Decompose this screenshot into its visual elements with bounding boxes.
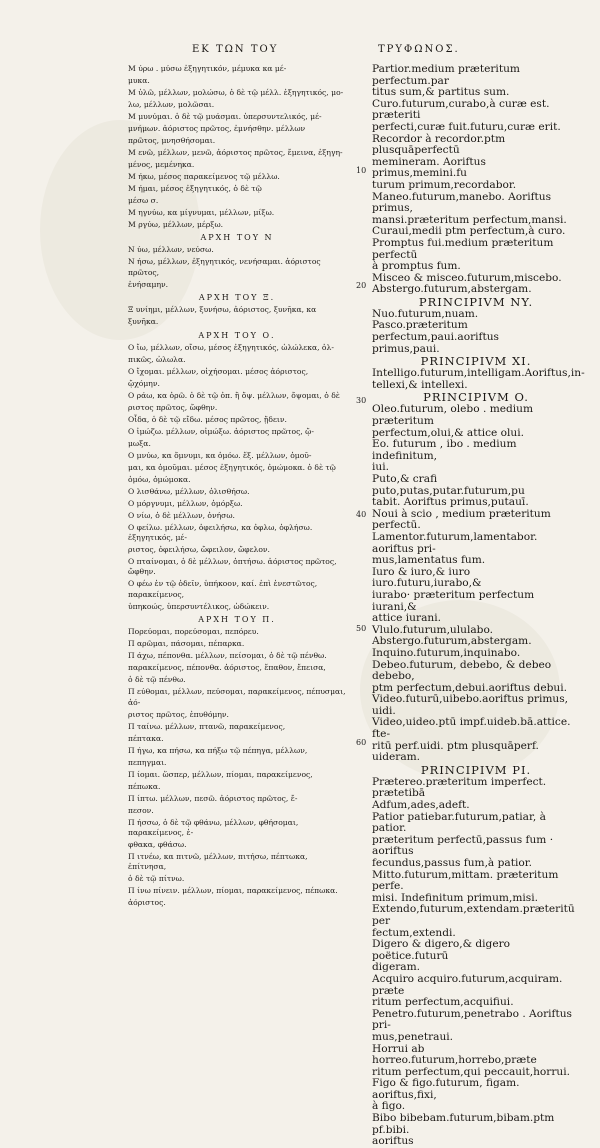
dictionary-entry: Π αρῶμαι, πάσομαι, πέπαρκα.: [128, 639, 245, 649]
entry-continuation: fecundus,passus fum,à patior.: [372, 857, 533, 869]
entry-continuation: ριστος πρῶτος, ὤφθην.: [128, 402, 218, 412]
dictionary-entry: Π άχω, πέπονθα. μέλλων, πείσομαι, ὁ δὲ τῷ πένθω.: [128, 651, 327, 661]
dictionary-entry: Π ήγω, κα πήσω, κα πήξω τῷ πέπηγα, μέλλων,: [128, 745, 308, 755]
dictionary-entry: Lamentor.futurum,lamentabor. aoriftus pri-: [372, 530, 538, 555]
dictionary-entry: Mitto.futurum,mittam. præteritum perfe.: [372, 868, 559, 893]
entry-continuation: mus,lamentatus fum.: [372, 554, 486, 567]
entry-continuation: μυκα.: [128, 76, 150, 85]
entry-continuation: perfectum,olui,& attice olui.: [372, 426, 525, 439]
section-heading: PRINCIPIVM PI.: [420, 762, 532, 777]
dictionary-entry: Puto,& crafi puto,putas,putar.futurum,pu: [372, 473, 525, 497]
dictionary-entry: Patior patiebar.futurum,patiar, à patior.: [372, 810, 546, 835]
dictionary-entry: Ξ υνίημι, μέλλων, ξυνήσω, ἀόριστος, ξυνῆκα, κα: [128, 305, 317, 315]
dictionary-entry: Π ίνω πίνειν. μέλλων, πίομαι, παρακείμενος, πέπωκα.: [128, 886, 338, 896]
dictionary-entry: Recordor à recordor.ptm plusquāperfectū: [372, 132, 506, 157]
dictionary-entry: Μ ηγνύω, κα μίγνυμαι, μέλλων, μίξω.: [128, 208, 275, 217]
running-head-right: ΤΡΥΦΩΝΟΣ.: [378, 44, 460, 55]
dictionary-entry: Ο φείλω. μέλλων, ὀφειλήσω, κα ὀφλω, ὀφλήσω. ἐξηγητικός, μέ-: [128, 522, 313, 543]
dictionary-entry: Ο ἴχομαι. μέλλων, οἰχήσομαι. μέσος ἀόριστος,: [128, 366, 309, 376]
dictionary-entry: Π ιτνέω, κα πιτνῶ, μέλλων, πιτήσω, πέπτωκα, ἐπίτνησα,: [128, 852, 308, 872]
entry-continuation: tellexi,& intellexi.: [372, 378, 468, 391]
entry-continuation: mansi.præteritum perfectum,mansi.: [372, 213, 567, 226]
dictionary-entry: Digero & digero,& digero poëtice.futurū: [372, 938, 511, 962]
entry-continuation: ἐνήσαμην.: [128, 279, 169, 289]
entry-continuation: παρακείμενος, πέπονθα. ἀόριστος, ἔπαθον, ἔπεισα,: [128, 663, 326, 673]
entry-continuation: πικῶς, ὠλωλα.: [128, 354, 186, 364]
dictionary-entry: Acquiro acquiro.futurum,acquiram. præte: [372, 972, 563, 997]
dictionary-entry: Ν ήσω, μέλλων, ἐξηγητικός, νενήσαμαι. ἀόριστος πρῶτος,: [128, 257, 321, 277]
dictionary-entry: Π ταίνω. μέλλων, πτανῶ, παρακείμενος,: [128, 721, 286, 731]
dictionary-entry: Abstergo.futurum,abstergam.: [372, 635, 532, 648]
entry-continuation: digeram.: [372, 961, 421, 974]
dictionary-entry: Partior.medium præteritum perfectum.par: [372, 63, 520, 87]
dictionary-entry: Μ μυνύμαι. ὁ δὲ τῷ μυάσμαι. ὑπερσυντελικός, μέ-: [128, 112, 322, 121]
entry-continuation: à promptus fum.: [372, 260, 461, 273]
dictionary-entry: Misceo & misceo.futurum,miscebo.: [372, 271, 562, 284]
line-number-40: 40: [356, 510, 367, 519]
line-number-50: 50: [356, 624, 367, 633]
entry-continuation: ritū perf.uidi. ptm plusquāperf. uideram.: [372, 739, 539, 764]
dictionary-entry: Debeo.futurum, debebo, & debeo debebo,: [372, 658, 552, 683]
entry-continuation: præteritum perfectū,passus fum · aoriftus: [372, 833, 554, 858]
dictionary-entry: Μ ήκω, μέσος παρακείμενος τῷ μέλλω.: [128, 172, 280, 181]
dictionary-entry: Curo.futurum,curabo,à curæ est. præteriti: [372, 97, 550, 122]
dictionary-entry: Inquino.futurum,inquinabo.: [372, 646, 521, 659]
entry-continuation: mus,penetraui.: [372, 1030, 454, 1043]
entry-continuation: πέπτακα.: [128, 733, 164, 743]
dictionary-entry: Curaui,medii ptm perfectum,à curo.: [372, 225, 566, 238]
entry-continuation: πρῶτος, μνησθήσομαι.: [128, 136, 216, 145]
section-heading: PRINCIPIVM O.: [423, 390, 529, 405]
dictionary-entry: Iuro & iuro,& iuro iuro.futuru,iurabo,&: [372, 565, 482, 590]
dictionary-entry: Μ ενῶ, μέλλων, μενῶ, ἀόριστος πρῶτος, ἔμεινα, ἐξηγη-: [128, 148, 343, 157]
dictionary-entry: Ο μνύω, κα ὄμνυμι, κα ὀμόω. ἕξ. μέλλων, ὀμοῦ-: [128, 450, 312, 460]
entry-continuation: attice iurani.: [372, 612, 441, 625]
entry-continuation: ptm perfectum,debui.aoriftus debui.: [372, 681, 567, 694]
dictionary-entry: Μ ργύω, μέλλων, μέρξω.: [128, 220, 224, 229]
dictionary-entry: Ο ἰμώζω. μέλλων, οἰμώξω. ἀόριστος πρῶτος, ᾤ-: [128, 426, 314, 436]
entry-continuation: ἀόριστος.: [128, 898, 166, 908]
dictionary-entry: Μ ὑλῶ, μέλλων, μολώσω, ὁ δὲ τῷ μέλλ. ἐξηγητικός, μο-: [128, 88, 344, 97]
entry-continuation: ᾤχόμην.: [128, 378, 160, 388]
dictionary-entry: Μ ύρω . μύσω ἐξηγητικόν, μέμυκα κα μέ-: [128, 64, 287, 73]
entry-continuation: λω, μέλλων, μολῶσαι.: [128, 100, 215, 109]
entry-continuation: μνήμων. ἀόριστος πρῶτος, ἐμνήσθην. μέλλων: [128, 124, 306, 133]
entry-continuation: memineram. Aoriftus primus,memini.fu: [372, 155, 486, 180]
dictionary-entry: Μ ήμαι, μέσος ἐξηγητικός, ὁ δὲ τῷ: [128, 184, 262, 193]
dictionary-entry: Πορεύομαι, πορεύσομαι, πεπόρευ.: [128, 627, 259, 637]
entry-continuation: primus,paui.: [372, 342, 440, 355]
entry-continuation: φθακα, φθάσω.: [128, 840, 187, 850]
entry-continuation: iui.: [372, 461, 389, 474]
section-heading: ΑΡΧΗ ΤΟΥ Ν: [200, 233, 274, 243]
line-number-10: 10: [356, 166, 367, 175]
section-heading: PRINCIPIVM XI.: [420, 354, 532, 369]
line-number-60: 60: [356, 738, 367, 747]
entry-continuation: ritum perfectum,acquifiui.: [372, 996, 514, 1009]
dictionary-entry: Οἶδα, ὁ δὲ τῷ εἴδω. μέσος πρῶτος, ᾔδειν.: [128, 414, 287, 424]
dictionary-entry: Ο νίω, ὁ δὲ μέλλων, ὀνήσω.: [128, 510, 235, 520]
section-heading: ΑΡΧΗ ΤΟΥ Ξ.: [198, 293, 276, 303]
dictionary-entry: Π ήσσω, ὁ δὲ τῷ φθάνω, μέλλων, φθήσομαι, παρακείμενος, ἐ-: [128, 817, 299, 838]
dictionary-entry: Eo. futurum , ibo . medium indefinitum,: [372, 438, 517, 462]
line-number-30: 30: [356, 396, 367, 405]
running-head-left: ΕΚ ΤΩΝ ΤΟΥ: [192, 44, 279, 55]
entry-continuation: aoriftus: [372, 1135, 414, 1148]
entry-continuation: iurabo· præteritum perfectum iurani,&: [372, 588, 535, 613]
dictionary-entry: Penetro.futurum,penetrabo . Aoriftus pri-: [372, 1007, 572, 1032]
entry-continuation: μωξα.: [128, 438, 151, 448]
entry-continuation: perfecti,curæ fuit.futuru,curæ erit.: [372, 120, 561, 133]
dictionary-entry: Vlulo.futurum,ululabo.: [372, 623, 494, 636]
entry-continuation: Adfum,ades,adeft.: [372, 799, 470, 812]
entry-continuation: ὀμόω, ὀμώμοκα.: [128, 474, 191, 484]
entry-continuation: μένος, μεμένηκα.: [128, 160, 195, 169]
dictionary-entry: Extendo,futurum,extendam.præteritū per: [372, 903, 575, 927]
entry-continuation: ξυνῆκα.: [128, 317, 159, 327]
dictionary-entry: Video.futurū,uibebo.aoriftus primus, uidi.: [372, 693, 568, 717]
dictionary-entry: Promptus fui.medium præteritum perfectū: [372, 236, 554, 261]
dictionary-entry: Π εύθομαι, μέλλων, πεύσομαι, παρακείμενος, πέπυσμαι, ἀό-: [128, 687, 346, 707]
entry-continuation: ριστος, ὀφειλήσω, ὤφειλον, ὤφελον.: [128, 545, 270, 555]
entry-continuation: misi. Indefinitum primum,misi.: [372, 891, 538, 904]
dictionary-entry: Ν ύω, μέλλων, νεύσω.: [128, 245, 214, 255]
entry-continuation: ritum perfectum,qui peccauit,horrui.: [372, 1065, 571, 1078]
dictionary-entry: Π ίπτω. μέλλων, πεσῶ. ἀόριστος πρῶτος, ἔ-: [128, 793, 298, 803]
section-heading: ΑΡΧΗ ΤΟΥ Ο.: [198, 330, 276, 340]
dictionary-entry: Video,uideo.ptū impf.uideb.bā.attice. fte-: [372, 716, 571, 741]
dictionary-entry: Ο φέω ἐν τῷ ὁδεῖν, ὑπήκοον, καί. ἐπὶ ἐνεστῶτος, παρακείμενος,: [128, 579, 318, 599]
dictionary-entry: Maneo.futurum,manebo. Aoriftus primus,: [372, 190, 552, 215]
entry-continuation: fectum,extendi.: [372, 926, 456, 939]
entry-continuation: ὑπηκοώς, ὑπερσυντέλικος, ὠδώκειν.: [128, 601, 270, 611]
line-number-20: 20: [356, 281, 367, 290]
entry-continuation: titus sum,& partitus sum.: [372, 86, 510, 99]
dictionary-entry: Ο ράω, κα ὁρῶ. ὁ δὲ τῷ ὀπ. ἢ ὄψ. μέλλων, ὄψομαι, ὁ δὲ: [128, 390, 340, 400]
entry-continuation: tabit. Aoriftus primus,putauī.: [372, 496, 529, 509]
entry-continuation: πεπηγμαι.: [128, 757, 167, 767]
entry-continuation: ὁ δὲ τῷ πένθω.: [128, 675, 186, 685]
dictionary-entry: Prætereo.præteritum imperfect. prætetibā: [372, 775, 547, 800]
dictionary-entry: Ο πταίνομαι, ὁ δὲ μέλλων, ὀπτήσω. ἀόριστος πρῶτος, ὤφθην.: [128, 557, 337, 577]
entry-continuation: πεσον.: [128, 805, 154, 815]
greek-column: [128, 64, 346, 910]
dictionary-entry: Nuo.futurum,nuam.: [372, 307, 479, 320]
dictionary-entry: Pasco.præteritum perfectum,paui.aoriftus: [372, 319, 499, 344]
entry-continuation: à figo.: [372, 1100, 406, 1113]
dictionary-entry: Noui à scio , medium præteritum perfectū.: [372, 507, 551, 532]
entry-continuation: πέπωκα.: [128, 781, 161, 791]
dictionary-entry: Oleo.futurum, olebo . medium præteritum: [372, 403, 534, 428]
dictionary-entry: Intelligo.futurum,intelligam.Aoriftus,in-: [372, 367, 585, 380]
section-heading: ΑΡΧΗ ΤΟΥ Π.: [198, 615, 276, 625]
dictionary-entry: Ο ἴω, μέλλων, οἴσω, μέσος ἐξηγητικός, ὠλώλεκα, ὀλ-: [128, 342, 334, 352]
dictionary-entry: Horrui ab horreo.futurum,horrebo,præte: [372, 1042, 537, 1067]
entry-continuation: μαι, κα ὀμοῦμαι. μέσος ἐξηγητικός, ὀμώμοκα. ὁ δὲ τῷ: [128, 462, 336, 472]
entry-continuation: μέσω σ.: [128, 196, 159, 205]
dictionary-entry: Abstergo.futurum,abstergam.: [372, 283, 532, 296]
latin-column: [372, 63, 585, 1148]
dictionary-entry: Ο μόργνυμι, μέλλων, ὀμόρξω.: [128, 498, 243, 508]
section-heading: PRINCIPIVM NY.: [418, 294, 534, 309]
dictionary-entry: Ο λισθάνω, μέλλων, ὀλισθήσω.: [128, 486, 250, 496]
dictionary-entry: Figo & figo.futurum, figam. aoriftus,fixi,: [372, 1077, 520, 1101]
entry-continuation: ριστος πρῶτος, ἐπυθόμην.: [128, 709, 229, 719]
dictionary-entry: Π ίομαι. ὥσπερ, μέλλων, πίομαι, παρακείμενος,: [128, 769, 313, 779]
entry-continuation: ὁ δὲ τῷ πίτνω.: [128, 874, 185, 884]
dictionary-entry: Bibo bibebam.futurum,bibam.ptm pf.bibi.: [372, 1112, 555, 1136]
entry-continuation: turum primum,recordabor.: [372, 178, 517, 191]
